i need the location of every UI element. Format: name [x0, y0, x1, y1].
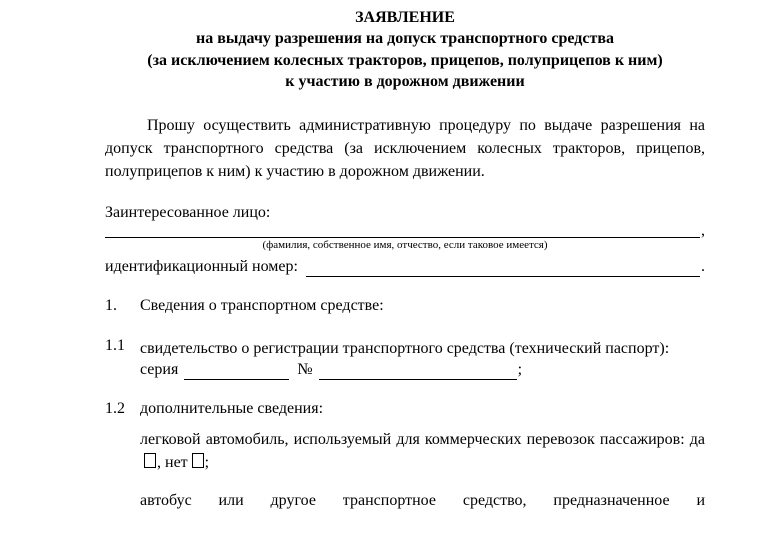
passenger-car-item: [105, 428, 705, 475]
item-1-1-text: свидетельство о регистрации транспортного средства (технический паспорт):: [140, 339, 670, 357]
seria-line-suffix: ;: [517, 360, 523, 378]
title-line-4: к участию в дорожном движении: [285, 73, 525, 91]
title-line-2: на выдачу разрешения на допуск транспортного средства: [196, 30, 614, 48]
identification-number-suffix: .: [701, 257, 705, 275]
passenger-car-text: легковой автомобиль, используемый для коммерческих перевозок пассажиров:: [140, 430, 690, 448]
section-1-number: 1.: [105, 296, 117, 314]
section-1-heading: [105, 295, 705, 316]
bus-indent: [105, 489, 140, 512]
yes-label: да: [689, 430, 705, 448]
passenger-car-indent: [105, 428, 140, 475]
seria-number-row: [140, 360, 705, 380]
yes-no-separator: ,: [157, 454, 165, 472]
identification-number-fill-line[interactable]: [306, 258, 700, 277]
no-checkbox[interactable]: [192, 453, 204, 468]
bus-item: [105, 489, 705, 512]
item-1-2-number: 1.2: [105, 399, 125, 417]
title-line-3: (за исключением колесных тракторов, прицепов, полуприцепов к ним): [147, 51, 663, 69]
item-1-2-heading: [105, 398, 705, 419]
interested-person-label: Заинтересованное лицо:: [105, 203, 271, 221]
document-title: [105, 7, 705, 93]
item-1-2-title: дополнительные сведения:: [140, 399, 324, 417]
bus-paragraph: автобус или другое транспортное средство, предназначенное и: [140, 492, 705, 510]
identification-number-row: [105, 256, 705, 277]
name-line-suffix: ,: [701, 221, 705, 239]
name-fill-line[interactable]: [105, 223, 700, 238]
passenger-car-paragraph: [140, 428, 705, 475]
title-line-1: ЗАЯВЛЕНИЕ: [355, 9, 455, 26]
identification-number-label: идентификационный номер:: [105, 257, 298, 275]
yes-checkbox[interactable]: [144, 453, 156, 468]
name-caption: (фамилия, собственное имя, отчество, если таковое имеется): [262, 238, 548, 251]
seria-label: серия: [140, 360, 179, 378]
checkbox-line-suffix: ;: [204, 454, 210, 472]
name-fill-row: [105, 223, 705, 238]
no-label: нет: [165, 454, 188, 472]
number-sign: №: [297, 360, 313, 378]
number-fill-line[interactable]: [319, 364, 517, 380]
section-1-title: Сведения о транспортном средстве:: [140, 296, 384, 314]
item-1-1: [105, 337, 705, 380]
intro-paragraph: Прошу осуществить административную процедуру по выдаче разрешения на допуск транспортного средства (за исключением колесных тракторов, прицепов, полуприцепов к ним) к участию в дорожном движении.: [105, 116, 705, 181]
seria-fill-line[interactable]: [184, 364, 289, 380]
item-1-1-number: 1.1: [105, 336, 125, 354]
